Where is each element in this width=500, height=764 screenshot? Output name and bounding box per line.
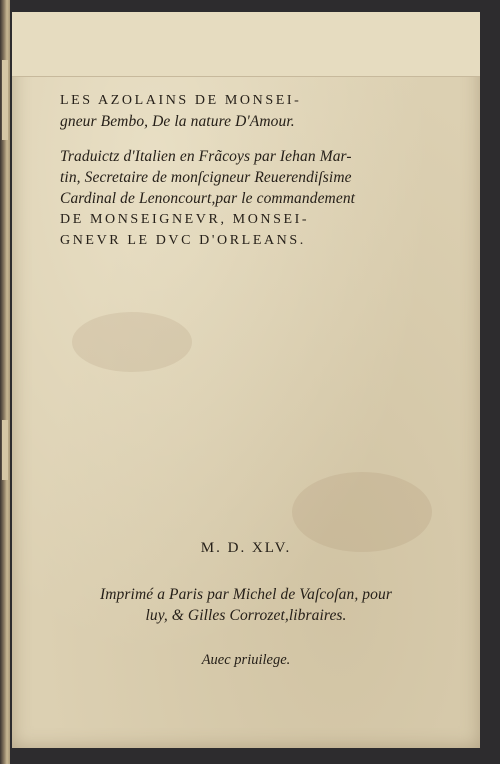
privilege-notice: Auec priuilege.	[201, 652, 291, 668]
title-block	[60, 90, 420, 251]
page-edge	[2, 60, 8, 140]
translation-line: Traduictz d'Italien en Frãcoys par Iehan Mar-	[60, 148, 352, 165]
title-line: LES AZOLAINS DE MONSEI-	[60, 93, 302, 108]
publication-date: M. D. XLV.	[200, 540, 292, 556]
book-spine-edge	[0, 0, 10, 764]
title-line: gneur Bembo, De la nature D'Amour.	[60, 113, 295, 130]
imprint-line: Imprimé a Paris par Michel de Vaſcoſan, pour	[100, 586, 392, 603]
page-top-band	[12, 12, 480, 77]
translation-line: tin, Secretaire de monſcigneur Reuerendiſsime	[60, 169, 352, 186]
translation-line: Cardinal de Lenoncourt,par le commandement	[60, 190, 356, 207]
page-edge	[2, 420, 8, 480]
translation-line: GNEVR LE DVC D'ORLEANS.	[60, 233, 306, 248]
imprint-line: luy, & Gilles Corrozet,libraires.	[145, 607, 347, 624]
imprint	[12, 584, 480, 626]
translation-line: DE MONSEIGNEVR, MONSEI-	[60, 212, 310, 227]
book-page	[12, 12, 480, 748]
paper-stain	[72, 312, 192, 372]
